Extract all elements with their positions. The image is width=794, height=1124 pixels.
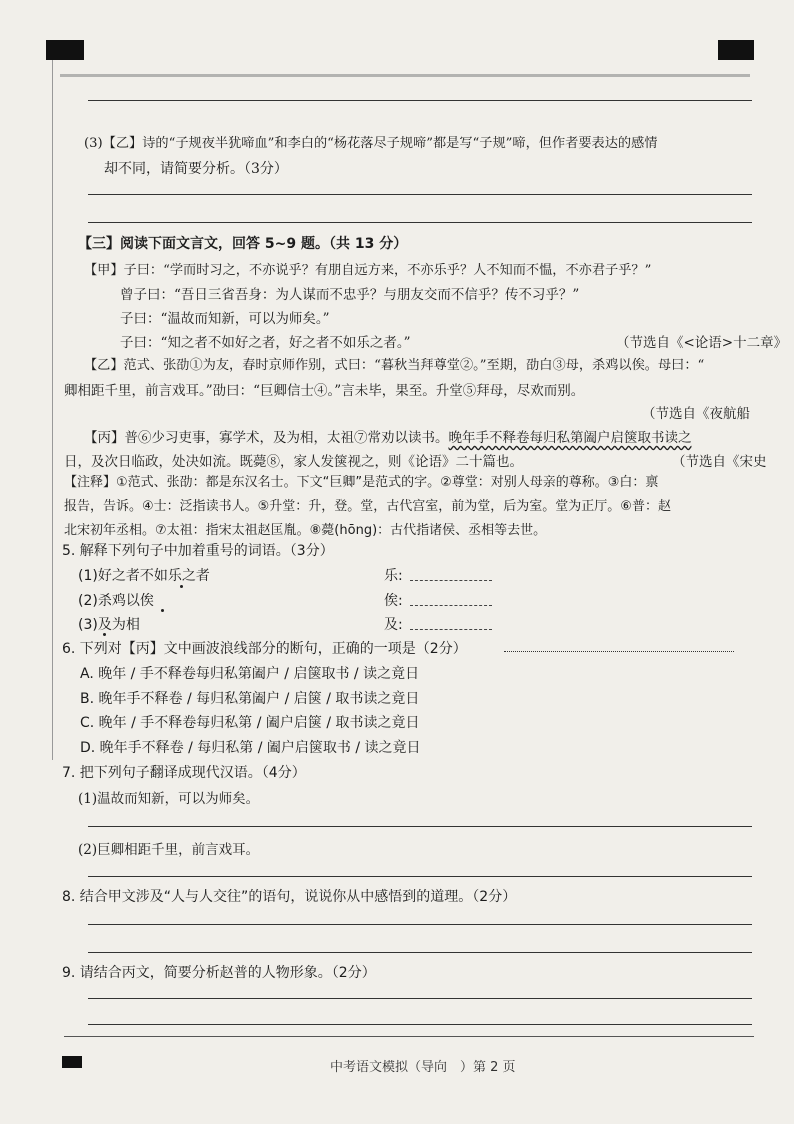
q7-stem: 7. 把下列句子翻译成现代汉语。（4分）	[62, 765, 306, 781]
dotted-leader	[504, 651, 734, 652]
q8-stem: 8. 结合甲文涉及“人与人交往”的语句，说说你从中感悟到的道理。（2分）	[62, 889, 517, 905]
page-bottom-rule	[64, 1036, 754, 1037]
yi-line-2: 卿相距千里，前言戏耳。”劭曰：“巨卿信士④。”言未毕，果至。升堂⑤拜母，尽欢而别。	[64, 383, 585, 399]
yi-source: （节选自《夜航船	[642, 406, 750, 422]
q7-sentence-2: (2)巨卿相距千里，前言戏耳。	[78, 842, 260, 858]
q3-line-1: (3)【乙】诗的“子规夜半犹啼血”和李白的“杨花落尽子规啼”都是写“子规”啼，但作者要表达的感情	[84, 136, 658, 151]
registration-mark-top-right	[718, 40, 754, 60]
q5-item-1: (1)好之者不如乐之者	[78, 568, 210, 584]
jia-line-1: 【甲】子曰：“学而时习之，不亦说乎？有朋自远方来，不亦乐乎？人不知而不愠，不亦君子乎？”	[84, 263, 652, 278]
bing-prefix: 【丙】普⑥少习吏事，寡学术，及为相，太祖⑦常劝以读书。	[84, 430, 449, 446]
bing-line-1	[84, 426, 692, 446]
answer-line[interactable]	[88, 876, 752, 877]
answer-line[interactable]	[88, 924, 752, 925]
top-band	[60, 74, 750, 77]
jia-line-2: 曾子曰：“吾日三省吾身：为人谋而不忠乎？与朋友交而不信乎？传不习乎？”	[120, 287, 580, 303]
q5-stem: 5. 解释下列句子中加着重号的词语。（3分）	[62, 543, 334, 559]
q5-item-2: (2)杀鸡以俟	[78, 593, 154, 609]
jia-source: （节选自《<论语>十二章》	[616, 335, 788, 351]
answer-line[interactable]	[88, 952, 752, 953]
left-border	[52, 60, 53, 760]
answer-line	[88, 100, 752, 101]
registration-mark-bottom-left	[62, 1056, 82, 1068]
q6-option-a[interactable]: A. 晚年 / 手不释卷每归私第阖户 / 启箧取书 / 读之竟日	[80, 666, 420, 682]
q5-item-3: (3)及为相	[78, 617, 140, 633]
answer-line[interactable]	[88, 1024, 752, 1025]
bing-line-2: 日，及次日临政，处决如流。既薨⑧，家人发箧视之，则《论语》二十篇也。	[64, 454, 523, 470]
answer-blank[interactable]	[410, 629, 492, 630]
q6-option-b[interactable]: B. 晚年手不释卷 / 每归私第阖户 / 启箧 / 取书读之竟日	[80, 691, 420, 707]
answer-line	[88, 222, 752, 223]
emphasis-dot	[103, 633, 106, 636]
answer-line	[88, 194, 752, 195]
emphasis-dot	[180, 585, 183, 588]
q7-sentence-1: (1)温故而知新，可以为师矣。	[78, 791, 260, 807]
q9-stem: 9. 请结合丙文，简要分析赵普的人物形象。（2分）	[62, 965, 376, 981]
q5-item-2-word: 俟:	[384, 593, 403, 609]
page-footer: 中考语文模拟（导向 ）第 2 页	[330, 1060, 516, 1075]
q6-option-d[interactable]: D. 晚年手不释卷 / 每归私第 / 阖户启箧取书 / 读之竟日	[80, 740, 421, 756]
q5-item-1-word: 乐:	[384, 568, 403, 584]
yi-line-1: 【乙】范式、张劭①为友，春时京师作别，式曰：“暮秋当拜尊堂②。”至期，劭白③母，杀鸡以俟。母曰：“	[84, 358, 705, 373]
answer-line[interactable]	[88, 826, 752, 827]
jia-line-4: 子曰：“知之者不如好之者，好之者不如乐之者。”	[120, 335, 411, 351]
bing-wavy-underlined: 晚年手不释卷每归私第阖户启箧取书读之	[448, 430, 692, 446]
q5-item-3-word: 及:	[384, 617, 403, 633]
answer-line[interactable]	[88, 998, 752, 999]
q3-line-2: 却不同，请简要分析。（3分）	[104, 161, 288, 177]
bing-source: （节选自《宋史	[672, 454, 767, 470]
notes-line-2: 报告，告诉。④士：泛指读书人。⑤升堂：升，登。堂，古代宫室，前为堂，后为室。堂为正厅。⑥普：赵	[64, 499, 671, 514]
q6-stem: 6. 下列对【丙】文中画波浪线部分的断句，正确的一项是（2分）	[62, 641, 467, 657]
notes-line-1: 【注释】①范式、张劭：都是东汉名士。下文“巨卿”是范式的字。②尊堂：对别人母亲的尊称。③白：禀	[64, 475, 659, 490]
answer-blank[interactable]	[410, 605, 492, 606]
section-3-heading: 【三】阅读下面文言文，回答 5~9 题。（共 13 分）	[78, 236, 408, 252]
q6-option-c[interactable]: C. 晚年 / 手不释卷每归私第 / 阖户启箧 / 取书读之竟日	[80, 715, 420, 731]
emphasis-dot	[161, 609, 164, 612]
answer-blank[interactable]	[410, 580, 492, 581]
registration-mark-top-left	[46, 40, 84, 60]
notes-line-3: 北宋初年丞相。⑦太祖：指宋太祖赵匡胤。⑧薨(hōng)：古代指诸侯、丞相等去世。	[64, 523, 547, 538]
jia-line-3: 子曰：“温故而知新，可以为师矣。”	[120, 311, 330, 327]
